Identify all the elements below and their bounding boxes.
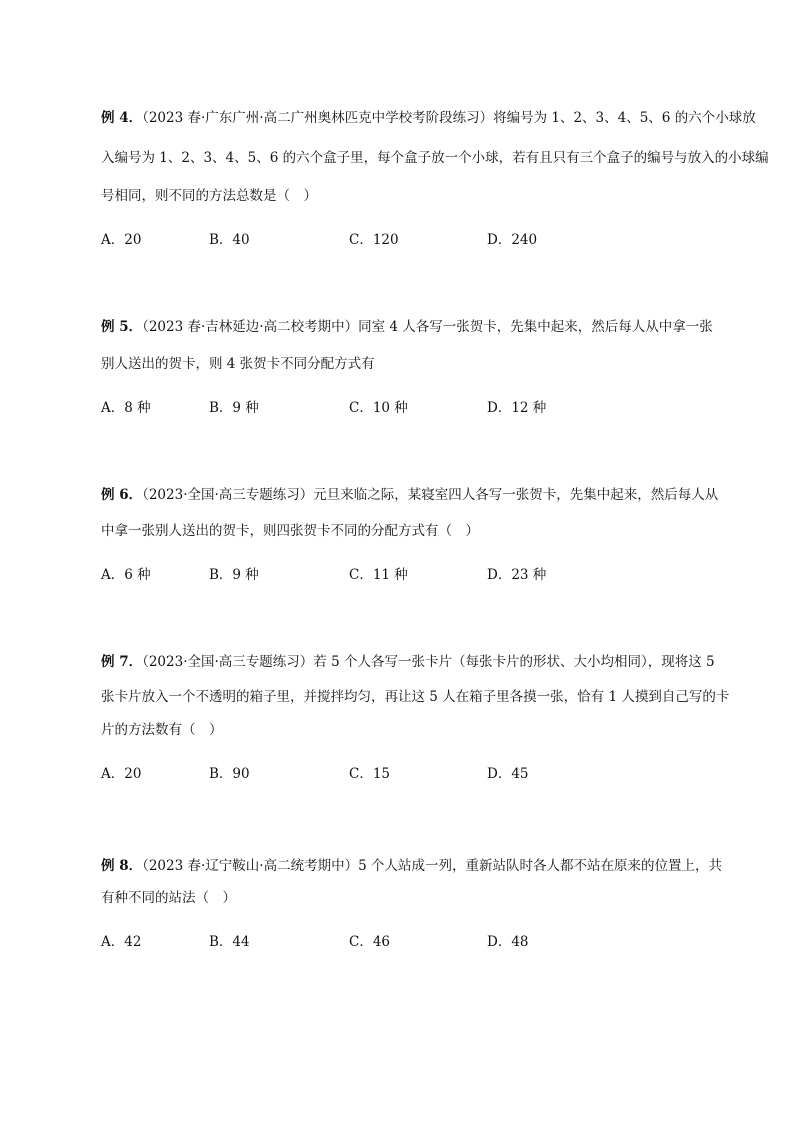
problem-6-line-2: 中拿一张别人送出的贺卡，则四张贺卡不同的分配方式有（ ） <box>101 523 479 539</box>
problem-6-option-a: A．6 种 <box>101 567 151 583</box>
problem-8-number: 例 8． <box>101 858 143 874</box>
problem-5-text-1: （2023 春·吉林延边·高二校考期中）同室 4 人各写一张贺卡，先集中起来，然后每人从中拿一张 <box>142 319 713 335</box>
problem-4-option-c: C．120 <box>349 232 399 248</box>
problem-7-text-1: （2023·全国·高三专题练习）若 5 个人各写一张卡片（每张卡片的形状、大小均相同），现将这 5 <box>142 654 715 670</box>
problem-7-line-1 <box>101 654 715 670</box>
problem-7-option-b: B．90 <box>209 766 250 782</box>
problem-6-number: 例 6． <box>101 487 143 503</box>
problem-8-option-a: A．42 <box>101 934 142 950</box>
problem-7-option-d: D．45 <box>487 766 529 782</box>
problem-4-text-1: （2023 春·广东广州·高二广州奥林匹克中学校考阶段练习）将编号为 1、2、3、4、5、6 的六个小球放 <box>142 110 756 126</box>
problem-4-option-a: A．20 <box>101 232 142 248</box>
problem-4-number: 例 4． <box>101 110 143 126</box>
problem-8-line-2: 有种不同的站法（ ） <box>101 890 236 906</box>
problem-5-option-c: C．10 种 <box>349 400 408 416</box>
problem-8-option-b: B．44 <box>209 934 250 950</box>
problem-5-line-2: 别人送出的贺卡，则 4 张贺卡不同分配方式有 <box>101 356 375 372</box>
problem-8-line-1 <box>101 858 722 874</box>
problem-6-option-d: D．23 种 <box>487 567 547 583</box>
problem-4-line-3: 号相同，则不同的方法总数是（ ） <box>101 188 317 204</box>
problem-5-option-a: A．8 种 <box>101 400 151 416</box>
problem-6-option-b: B．9 种 <box>209 567 259 583</box>
problem-8-option-d: D．48 <box>487 934 529 950</box>
problem-7-line-2: 张卡片放入一个不透明的箱子里，并搅拌均匀，再让这 5 人在箱子里各摸一张，恰有 1 人摸到自己写的卡 <box>101 689 730 705</box>
problem-8-text-1: （2023 春·辽宁鞍山·高二统考期中）5 个人站成一列，重新站队时各人都不站在原来的位置上，共 <box>142 858 722 874</box>
problem-6-line-1 <box>101 487 718 503</box>
problem-5-number: 例 5． <box>101 319 143 335</box>
problem-4-option-d: D．240 <box>487 232 538 248</box>
problem-6-text-1: （2023·全国·高三专题练习）元旦来临之际，某寝室四人各写一张贺卡，先集中起来，然后每人从 <box>142 487 719 503</box>
problem-6-option-c: C．11 种 <box>349 567 408 583</box>
problem-8-option-c: C．46 <box>349 934 391 950</box>
problem-7-number: 例 7． <box>101 654 143 670</box>
problem-4-option-b: B．40 <box>209 232 250 248</box>
problem-5-option-d: D．12 种 <box>487 400 547 416</box>
problem-5-line-1 <box>101 319 713 335</box>
problem-4-line-2: 入编号为 1、2、3、4、5、6 的六个盒子里，每个盒子放一个小球，若有且只有三个盒子的编号与放入的小球编 <box>101 150 769 166</box>
problem-5-option-b: B．9 种 <box>209 400 259 416</box>
problem-7-line-3: 片的方法数有（ ） <box>101 722 223 738</box>
problem-7-option-a: A．20 <box>101 766 142 782</box>
problem-4-line-1 <box>101 110 756 126</box>
problem-7-option-c: C．15 <box>349 766 391 782</box>
